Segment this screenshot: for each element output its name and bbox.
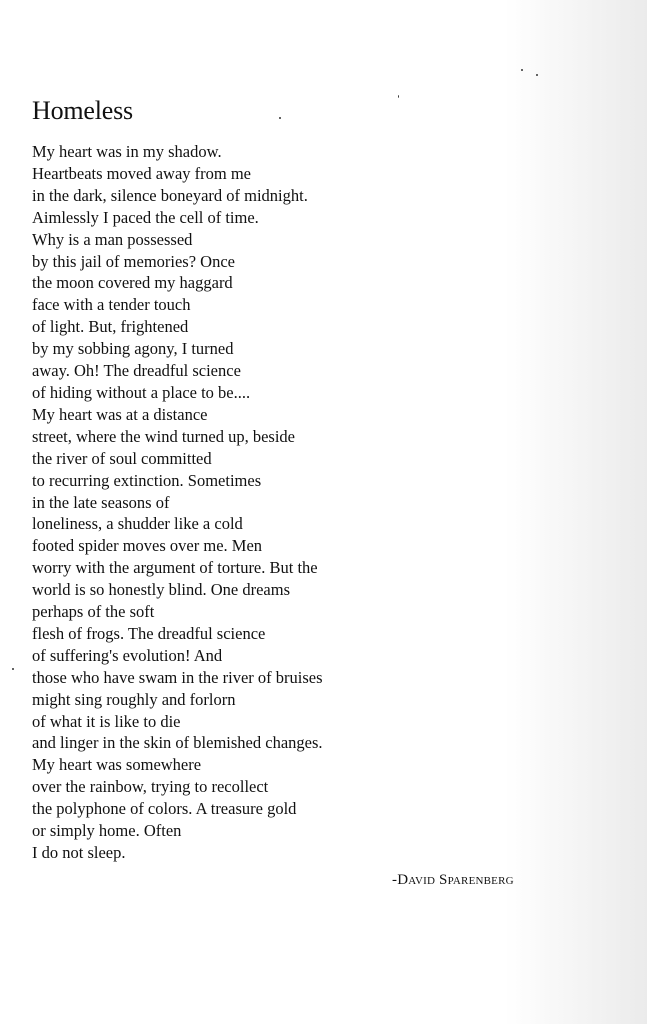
scan-speck [536, 74, 538, 76]
poem-line: flesh of frogs. The dreadful science [32, 623, 266, 643]
poem-line: Aimlessly I paced the cell of time. [32, 207, 259, 227]
scan-speck [521, 69, 523, 71]
poem-line: My heart was at a distance [32, 404, 208, 424]
poem-line: in the late seasons of [32, 492, 170, 512]
poem-line: of suffering's evolution! And [32, 645, 223, 665]
poem-line: or simply home. Often [32, 821, 182, 841]
scan-speck [398, 95, 399, 98]
poem-line: the polyphone of colors. A treasure gold [32, 799, 297, 819]
scan-speck [12, 668, 14, 670]
poem-line: of hiding without a place to be.... [32, 382, 251, 402]
poem-line: loneliness, a shudder like a cold [32, 514, 243, 534]
poem-line: of light. But, frightened [32, 317, 189, 337]
poem-line: and linger in the skin of blemished changes. [32, 733, 323, 753]
poem-line: My heart was in my shadow. [32, 142, 222, 161]
poem-line: over the rainbow, trying to recollect [32, 777, 269, 797]
poem-line: perhaps of the soft [32, 602, 155, 622]
poem-line: footed spider moves over me. Men [32, 536, 263, 556]
poem-line: face with a tender touch [32, 295, 191, 315]
poem-byline: -David Sparenberg [392, 872, 514, 888]
poem-line: away. Oh! The dreadful science [32, 361, 241, 381]
poem-body [32, 141, 323, 864]
poem-line: street, where the wind turned up, beside [32, 426, 296, 446]
poem-line: by this jail of memories? Once [32, 251, 235, 271]
poem-line: worry with the argument of torture. But the [32, 558, 318, 578]
poem-line: by my sobbing agony, I turned [32, 339, 234, 359]
poem-line: the moon covered my haggard [32, 273, 233, 293]
poem-line: of what it is like to die [32, 711, 181, 731]
poem-line: My heart was somewhere [32, 755, 202, 775]
poem-line: in the dark, silence boneyard of midnight. [32, 185, 308, 205]
poem-title: Homeless [32, 96, 133, 125]
poem-line: those who have swam in the river of bruises [32, 667, 323, 687]
poem-line: Why is a man possessed [32, 229, 193, 249]
poem-line: world is so honestly blind. One dreams [32, 580, 291, 600]
poem-line: the river of soul committed [32, 448, 212, 468]
poem-line: I do not sleep. [32, 843, 126, 862]
poem-line: Heartbeats moved away from me [32, 163, 251, 183]
poem-line: might sing roughly and forlorn [32, 689, 236, 709]
poem-line: to recurring extinction. Sometimes [32, 470, 262, 490]
scan-speck [279, 117, 281, 119]
